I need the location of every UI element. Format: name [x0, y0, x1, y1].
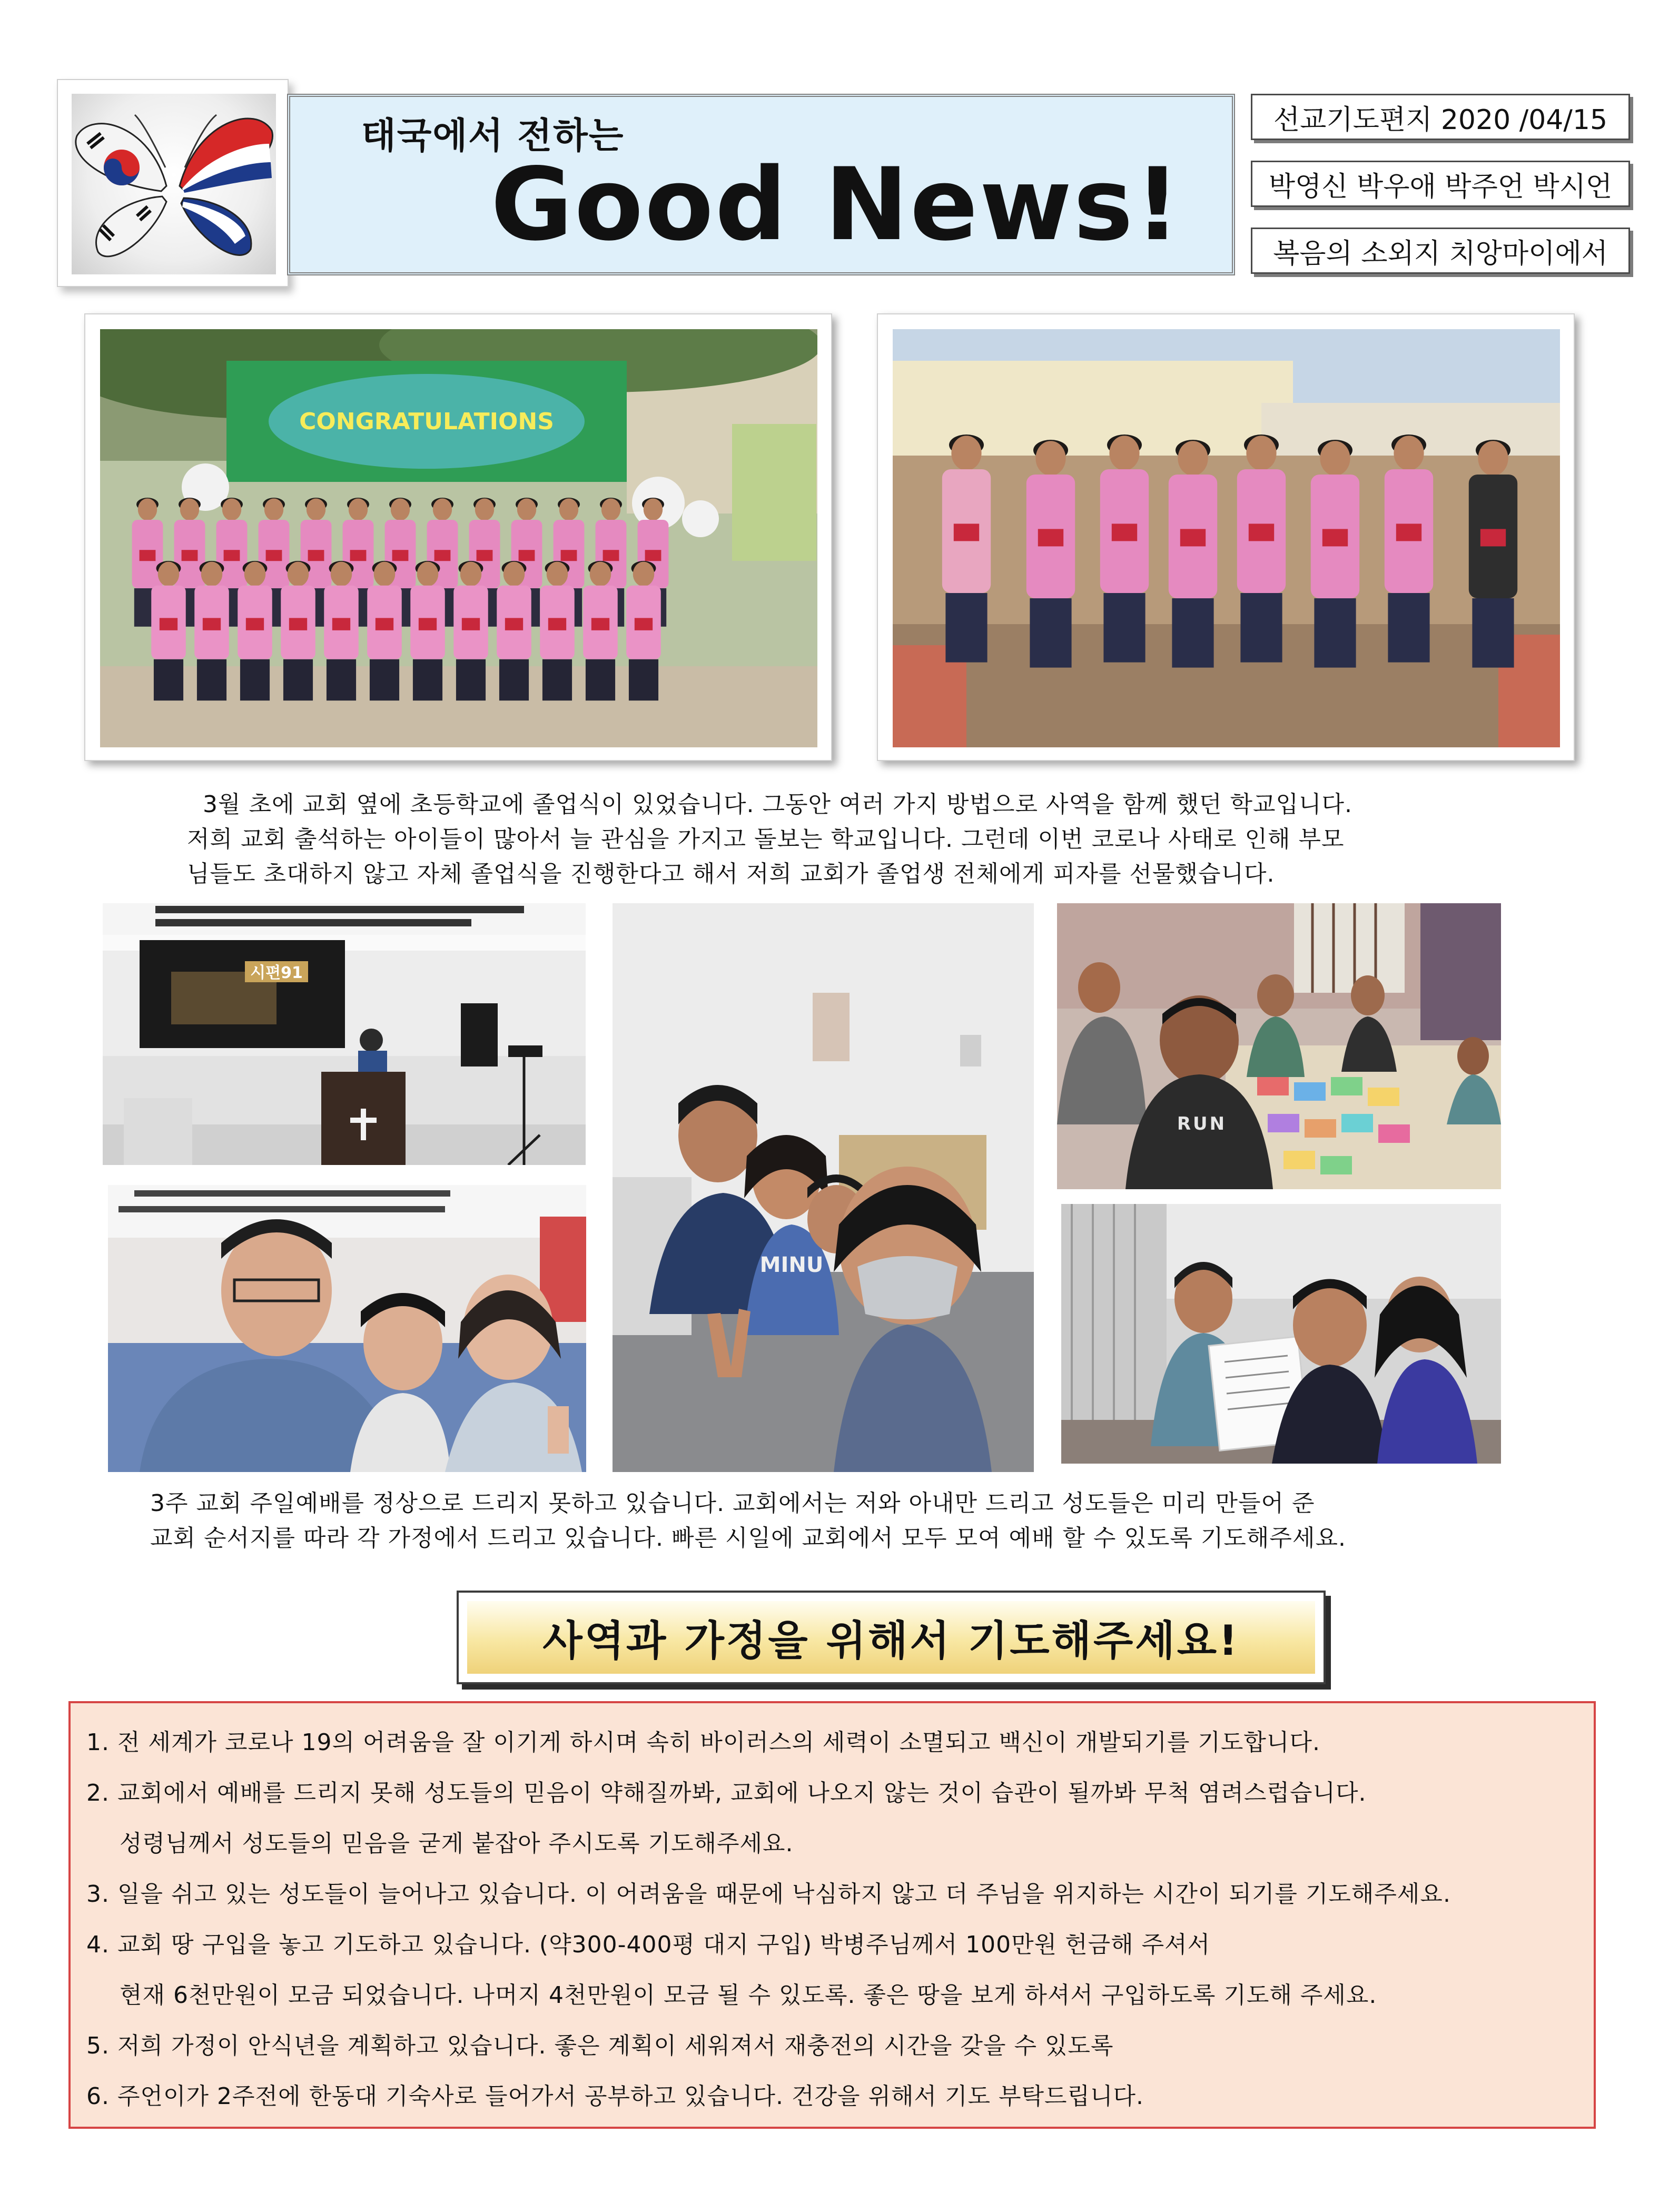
korea-butterfly-icon [76, 115, 166, 256]
graduation-paragraph-line-1: 3월 초에 교회 옆에 초등학교에 졸업식이 있었습니다. 그동안 여러 가지 방법으로 사역을 함께 했던 학교입니다. [203, 791, 1352, 818]
pizza-gift-photo [893, 329, 1560, 747]
graduation-paragraph-line-2: 저희 교회 출석하는 아이들이 많아서 늘 관심을 가지고 돌보는 학교입니다. 그런데 이번 코로나 사태로 인해 부모 [187, 826, 1345, 853]
prayer-item-4: 4. 교회 땅 구입을 놓고 기도하고 있습니다. (약300-400평 대지 구입) 박병주님께서 100만원 헌금해 주셔서 [86, 1931, 1211, 1958]
title-big: Good News! [490, 146, 1182, 263]
prayer-item-2: 2. 교회에서 예배를 드리지 못해 성도들의 믿음이 약해질까봐, 교회에 나오지 않는 것이 습관이 될까봐 무척 염려스럽습니다. [86, 1780, 1367, 1806]
prayer-list [68, 1701, 1596, 2129]
worship-paragraph-line-2: 교회 순서지를 따라 각 가정에서 드리고 있습니다. 빠른 시일에 교회에서 모두 모여 예배 할 수 있도록 기도해주세요. [150, 1525, 1346, 1552]
sunday-service-photo [103, 903, 586, 1165]
pastor-family-selfie-photo [108, 1185, 586, 1472]
prayer-item-2-continued: 성령님께서 성도들의 믿음을 굳게 붙잡아 주시도록 기도해주세요. [120, 1830, 794, 1857]
thailand-butterfly-icon [180, 115, 272, 255]
prayer-item-6: 6. 주언이가 2주전에 한동대 기숙사로 들어가서 공부하고 있습니다. 건강을 위해서 기도 부탁드립니다. [86, 2083, 1144, 2110]
pizza-gift-photo-frame [877, 313, 1575, 761]
logo-frame [57, 79, 289, 287]
prayer-item-3: 3. 일을 쉬고 있는 성도들이 늘어나고 있습니다. 이 어려움을 때문에 낙심하지 않고 더 주님을 위지하는 시간이 되기를 기도해주세요. [86, 1881, 1451, 1908]
family-names-box: 박영신 박우애 박주언 박시언 [1251, 161, 1630, 207]
title-small: 태국에서 전하는 [361, 115, 625, 157]
home-worship-reading-photo [1061, 1204, 1501, 1464]
shirt-text-minu: MINU [759, 1253, 824, 1277]
butterfly-logo [72, 94, 276, 274]
home-bible-study-photo [1057, 903, 1501, 1189]
letter-date-box: 선교기도편지 2020 /04/15 [1251, 94, 1630, 140]
place-box: 복음의 소외지 치앙마이에서 [1251, 228, 1630, 274]
prayer-banner [457, 1591, 1326, 1684]
prayer-item-1: 1. 전 세계가 코로나 19의 어려움을 잘 이기게 하시며 속히 바이러스의 세력이 소멸되고 백신이 개발되기를 기도합니다. [86, 1729, 1320, 1756]
screen-text: 시편91 [250, 964, 303, 982]
shirt-text-run: RUN [1177, 1113, 1227, 1134]
prayer-title: 사역과 가정을 위해서 기도해주세요! [542, 1617, 1240, 1665]
banner-text: CONGRATULATIONS [299, 408, 554, 435]
title-box [287, 94, 1235, 275]
prayer-item-4-continued: 현재 6천만원이 모금 되었습니다. 나머지 4천만원이 모금 될 수 있도록. 좋은 땅을 보게 하셔서 구입하도록 기도해 주세요. [120, 1982, 1377, 2009]
graduation-group-photo [100, 329, 817, 747]
prayer-item-5: 5. 저희 가정이 안식년을 계획하고 있습니다. 좋은 계획이 세워져서 재충전의 시간을 갖을 수 있도록 [86, 2032, 1114, 2059]
graduation-group-photo-frame [84, 313, 832, 761]
worship-paragraph-line-1: 3주 교회 주일예배를 정상으로 드리지 못하고 있습니다. 교회에서는 저와 아내만 드리고 성도들은 미리 만들어 준 [150, 1490, 1315, 1517]
graduation-paragraph-line-3: 님들도 초대하지 않고 자체 졸업식을 진행한다고 해서 저희 교회가 졸업생 전체에게 피자를 선물했습니다. [187, 861, 1275, 887]
home-worship-selfie-photo [613, 903, 1034, 1472]
